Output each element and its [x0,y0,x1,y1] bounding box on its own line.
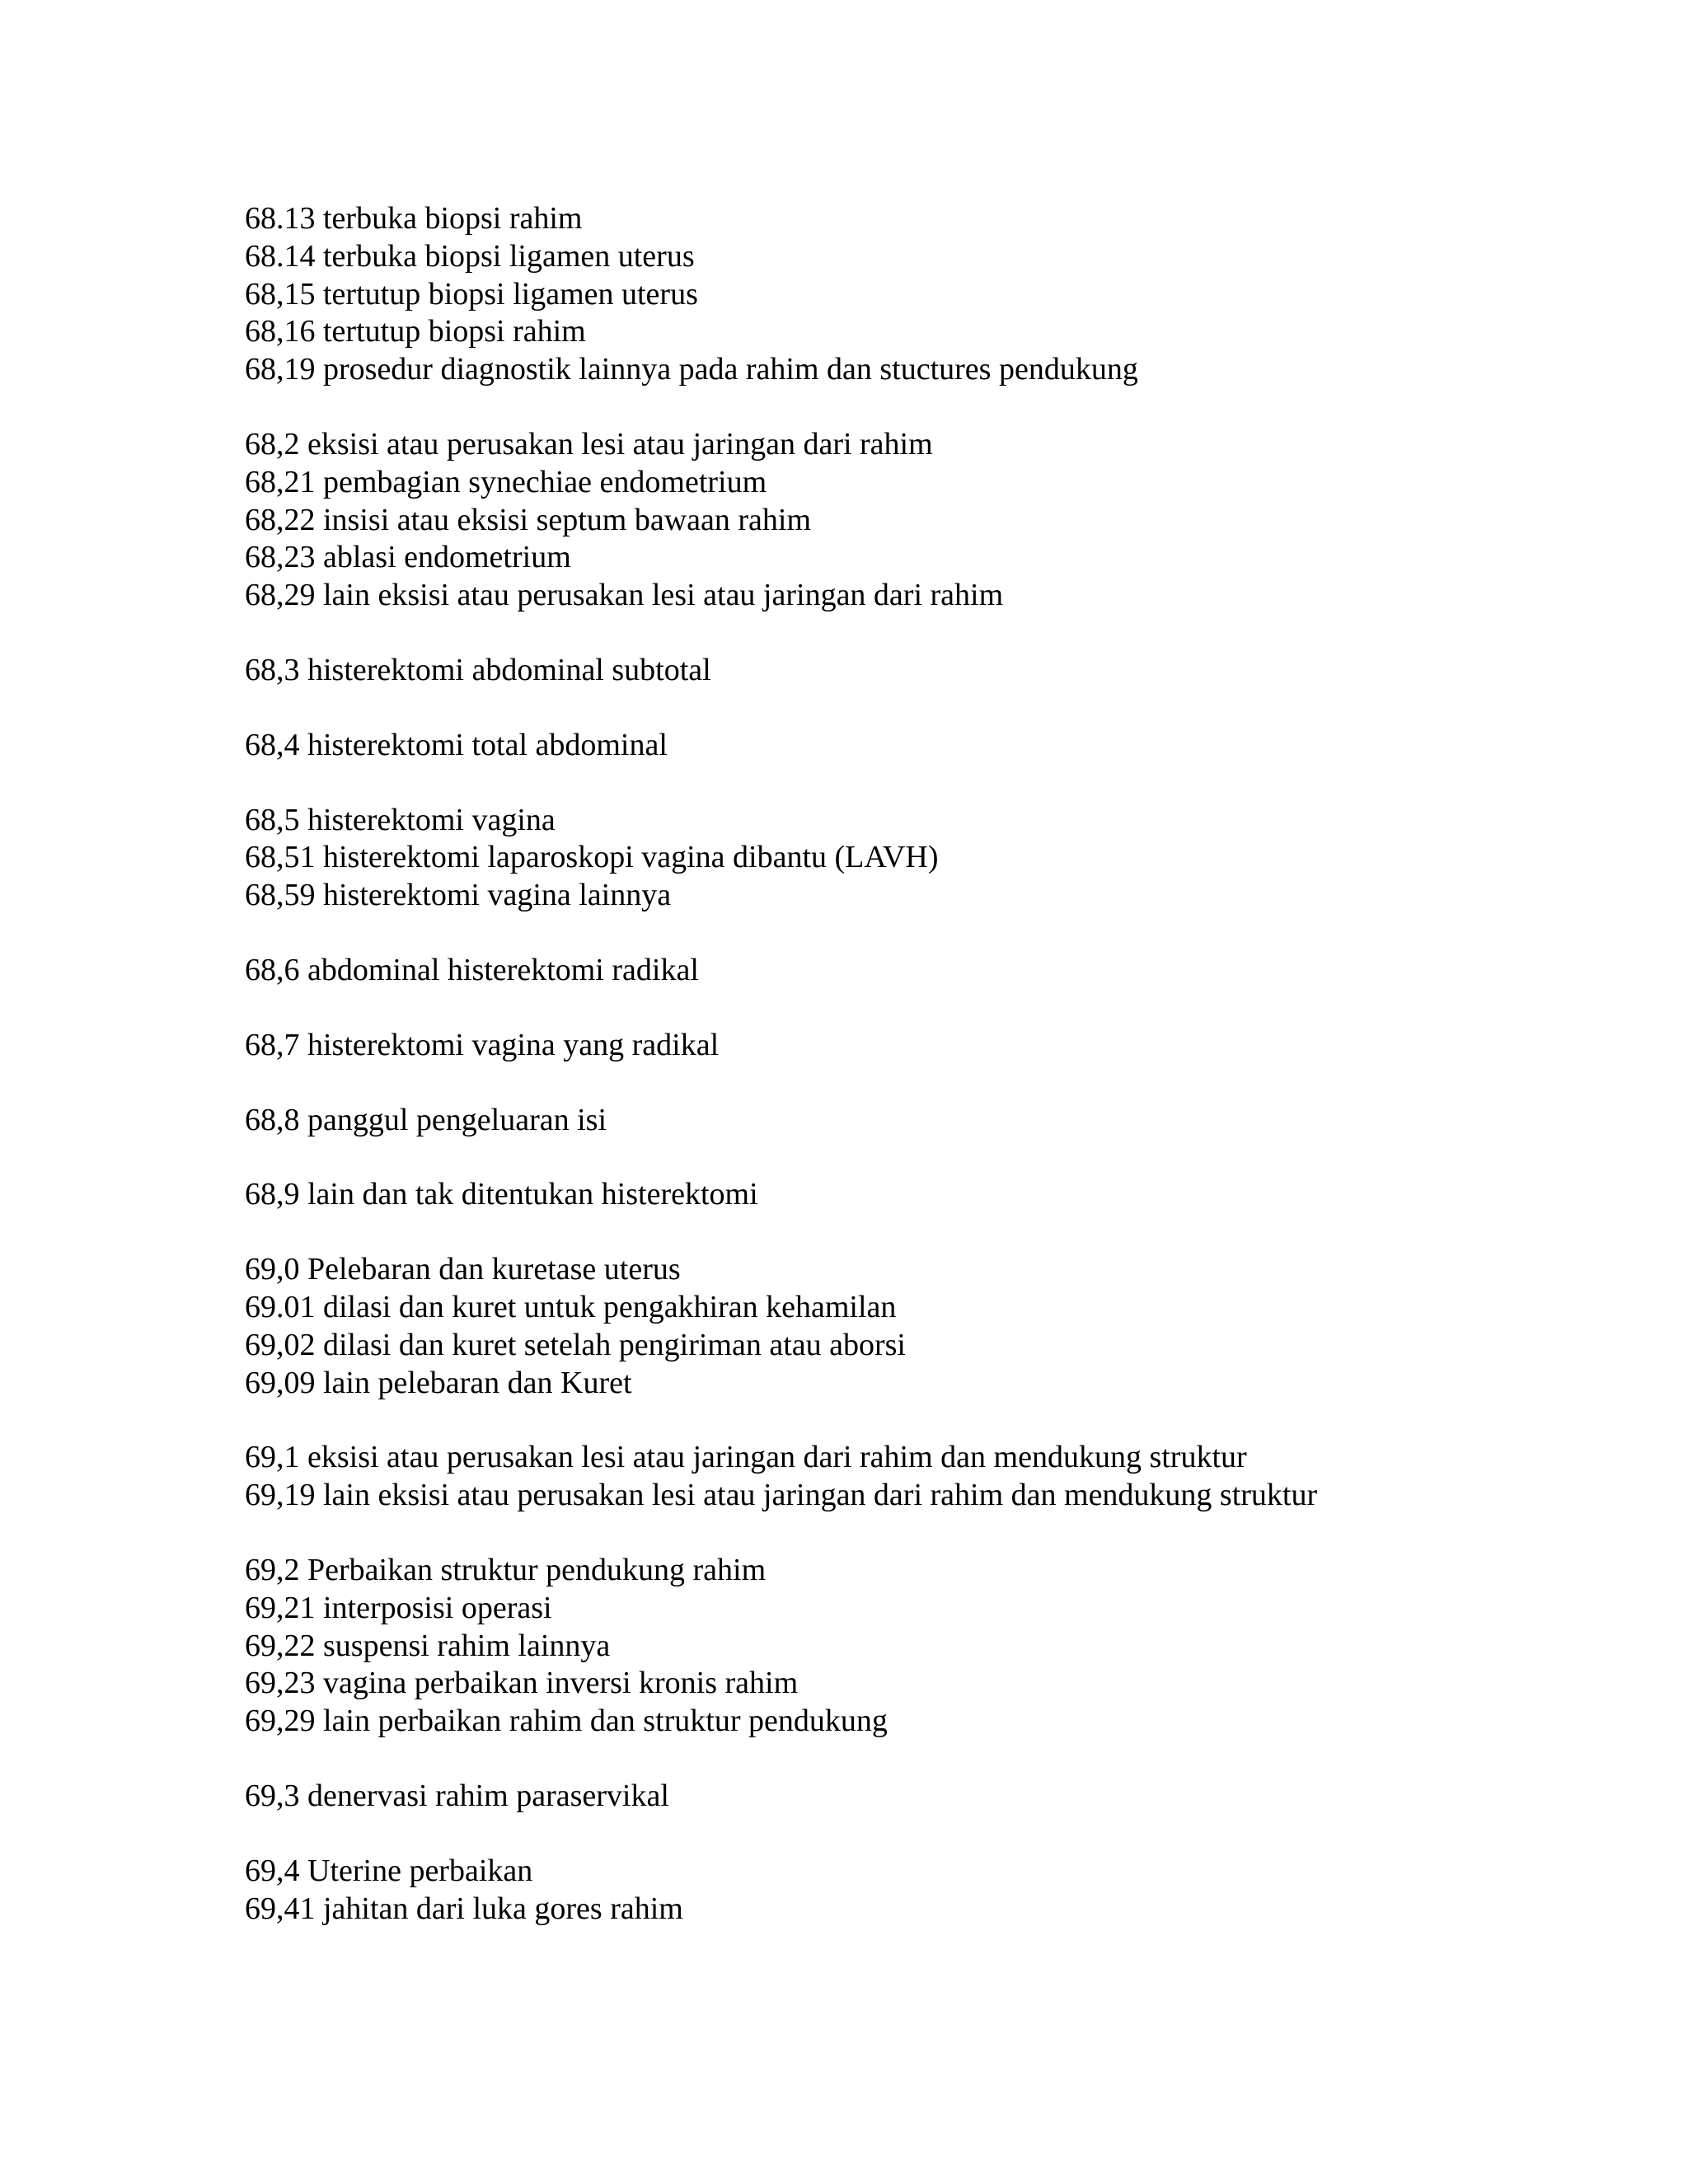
code-group-69-4 [245,1853,1646,1929]
procedure-code-line: 69,02 dilasi dan kuret setelah pengiriman atau aborsi [245,1327,906,1362]
procedure-code-line: 69,4 Uterine perbaikan [245,1853,533,1888]
code-group-68-2 [245,426,1646,615]
code-group-69-0 [245,1251,1646,1402]
procedure-code-line: 69,0 Pelebaran dan kuretase uterus [245,1252,681,1287]
code-group-68-8 [245,1102,1646,1140]
procedure-code-line: 68,5 histerektomi vagina [245,802,556,837]
procedure-code-line: 68,23 ablasi endometrium [245,540,571,575]
document-page [245,200,1646,1965]
code-group-68-4 [245,727,1646,765]
procedure-code-line: 69,22 suspensi rahim lainnya [245,1628,611,1663]
procedure-code-line: 68.14 terbuka biopsi ligamen uterus [245,238,695,274]
code-group-68-6 [245,952,1646,990]
procedure-code-line: 68,16 tertutup biopsi rahim [245,314,586,349]
code-group-68-3 [245,652,1646,690]
procedure-code-line: 68,59 histerektomi vagina lainnya [245,878,672,913]
procedure-code-line: 68,4 histerektomi total abdominal [245,727,668,762]
procedure-code-line: 68,15 tertutup biopsi ligamen uterus [245,276,698,312]
code-group-68-1 [245,200,1646,389]
procedure-code-line: 68,22 insisi atau eksisi septum bawaan rahim [245,502,812,537]
code-group-68-7 [245,1027,1646,1065]
procedure-code-line: 69,3 denervasi rahim paraservikal [245,1778,669,1813]
procedure-code-line: 68,51 histerektomi laparoskopi vagina dibantu (LAVH) [245,840,939,875]
code-group-69-2 [245,1552,1646,1741]
procedure-code-line: 69,41 jahitan dari luka gores rahim [245,1891,683,1926]
procedure-code-line: 69.01 dilasi dan kuret untuk pengakhiran kehamilan [245,1289,897,1324]
procedure-code-line: 68,9 lain dan tak ditentukan histerektomi [245,1177,758,1212]
code-group-69-1 [245,1439,1646,1515]
procedure-code-line: 69,21 interposisi operasi [245,1590,552,1625]
procedure-code-line: 68.13 terbuka biopsi rahim [245,201,583,236]
procedure-code-line: 68,7 histerektomi vagina yang radikal [245,1027,720,1062]
procedure-code-line: 68,2 eksisi atau perusakan lesi atau jaringan dari rahim [245,426,933,462]
procedure-code-line: 69,23 vagina perbaikan inversi kronis rahim [245,1666,799,1701]
procedure-code-line: 69,09 lain pelebaran dan Kuret [245,1365,632,1400]
procedure-code-line: 68,3 histerektomi abdominal subtotal [245,652,711,687]
code-group-69-3 [245,1778,1646,1816]
procedure-code-line: 69,29 lain perbaikan rahim dan struktur pendukung [245,1704,888,1739]
procedure-code-line: 69,2 Perbaikan struktur pendukung rahim [245,1552,767,1587]
procedure-code-line: 69,1 eksisi atau perusakan lesi atau jaringan dari rahim dan mendukung struktur [245,1440,1247,1475]
code-group-68-9 [245,1176,1646,1214]
procedure-code-line: 68,19 prosedur diagnostik lainnya pada rahim dan stuctures pendukung [245,352,1138,387]
procedure-code-line: 68,6 abdominal histerektomi radikal [245,952,699,987]
procedure-code-line: 68,29 lain eksisi atau perusakan lesi atau jaringan dari rahim [245,578,1004,613]
procedure-code-line: 69,19 lain eksisi atau perusakan lesi atau jaringan dari rahim dan mendukung struktur [245,1478,1318,1513]
code-group-68-5 [245,802,1646,915]
procedure-code-line: 68,8 panggul pengeluaran isi [245,1102,607,1137]
procedure-code-line: 68,21 pembagian synechiae endometrium [245,464,767,499]
